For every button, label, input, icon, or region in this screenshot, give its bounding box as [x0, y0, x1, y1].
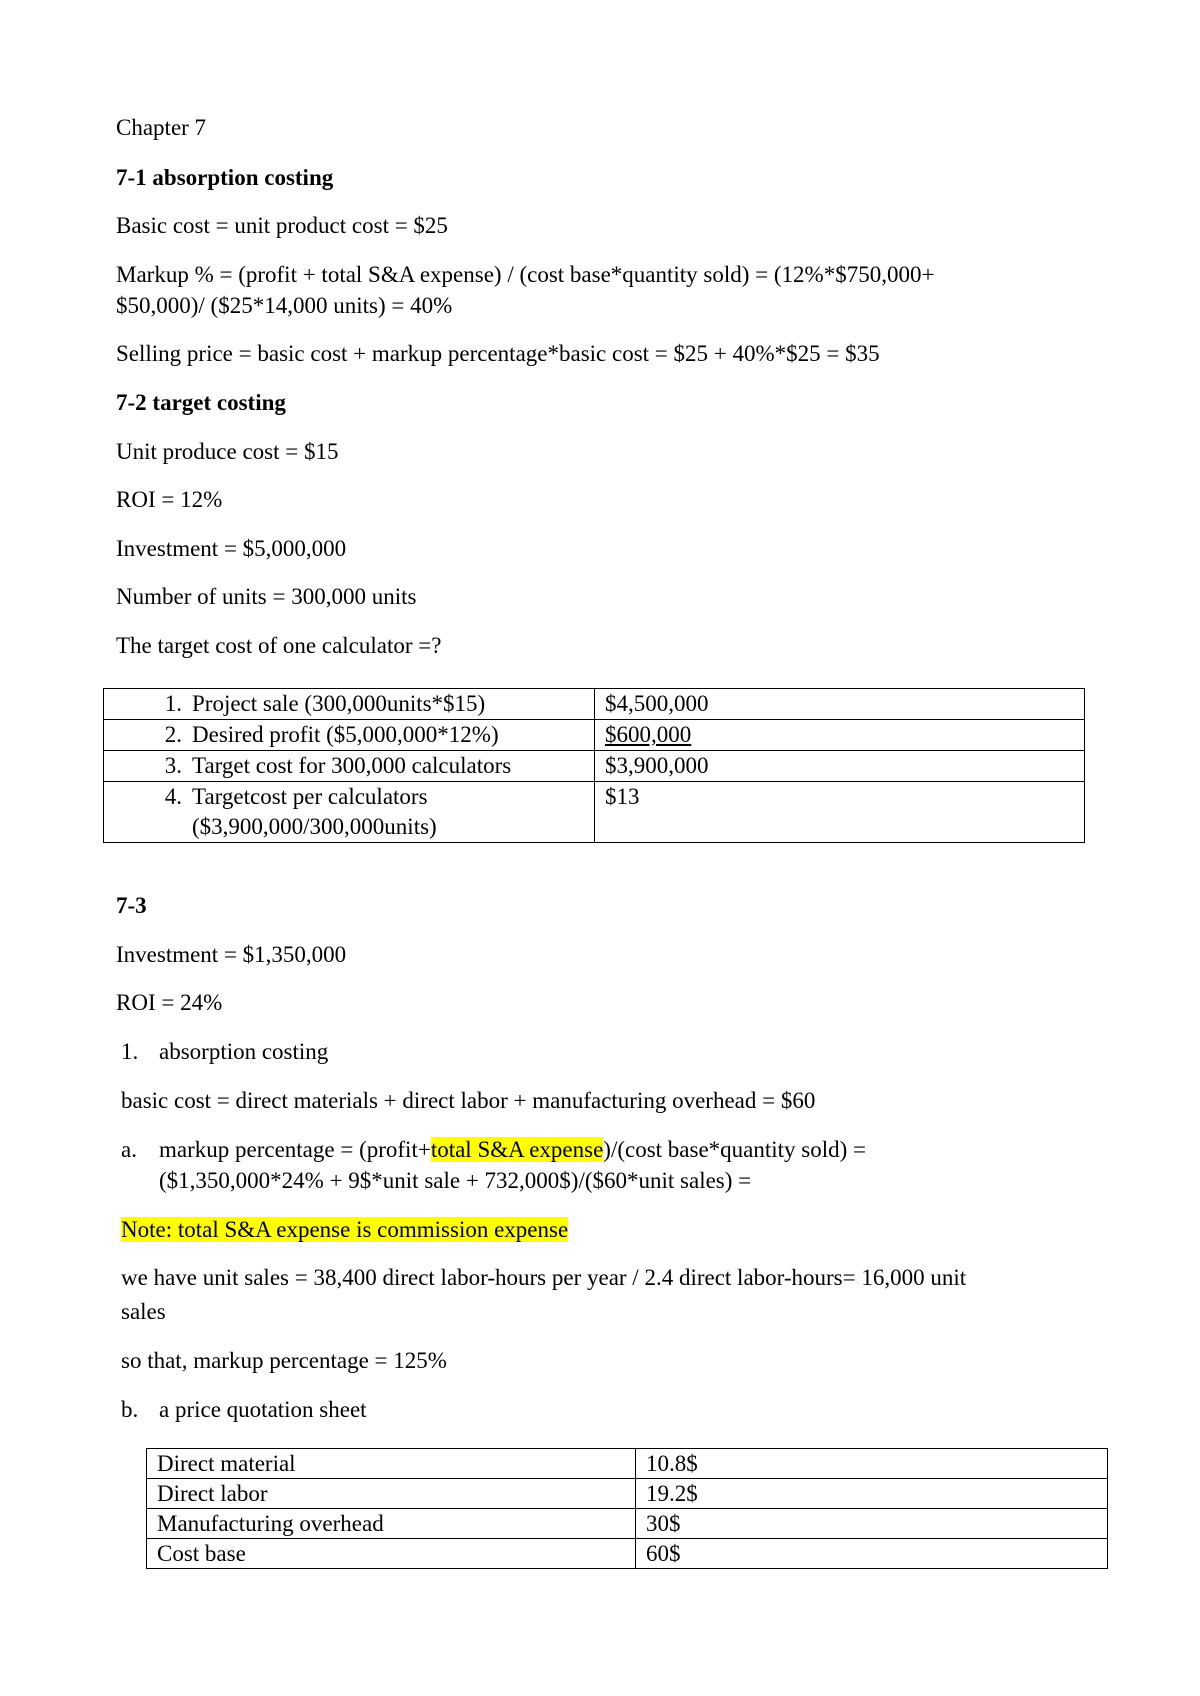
list-letter-a: a.: [121, 1137, 137, 1162]
table-row: [147, 1539, 1108, 1569]
row-value: $4,500,000: [595, 689, 1085, 720]
section-7-3-heading: 7-3: [116, 893, 147, 918]
row-label: Manufacturing overhead: [147, 1509, 636, 1539]
target-costing-table: [103, 688, 1085, 843]
markup-line-1: Markup % = (profit + total S&A expense) / (cost base*quantity sold) = (12%*$750,000+: [116, 262, 935, 287]
roi-7-3: ROI = 24%: [116, 990, 223, 1015]
row-number: 1.: [164, 691, 182, 716]
selling-price-line: Selling price = basic cost + markup percentage*basic cost = $25 + 40%*$25 = $35: [116, 341, 880, 366]
units-line: Number of units = 300,000 units: [116, 584, 417, 609]
row-label: Direct labor: [147, 1479, 636, 1509]
basic-cost-line: Basic cost = unit product cost = $25: [116, 213, 448, 238]
markup-formula-text: markup percentage = (profit+: [159, 1137, 431, 1162]
investment-7-3: Investment = $1,350,000: [116, 942, 347, 967]
row-label: Direct material: [147, 1449, 636, 1479]
price-quotation-label: a price quotation sheet: [159, 1397, 367, 1422]
section-7-2-heading: 7-2 target costing: [116, 390, 286, 415]
investment-line: Investment = $5,000,000: [116, 536, 347, 561]
roi-line: ROI = 12%: [116, 487, 223, 512]
row-number: 4.: [164, 784, 182, 809]
markup-formula-line-1: [159, 1134, 866, 1166]
chapter-title: Chapter 7: [116, 115, 207, 140]
row-value: $13: [595, 782, 1085, 843]
target-cost-question: The target cost of one calculator =?: [116, 633, 442, 658]
markup-line-2: $50,000)/ ($25*14,000 units) = 40%: [116, 293, 453, 318]
basic-cost-7-3: basic cost = direct materials + direct labor + manufacturing overhead = $60: [121, 1088, 816, 1113]
markup-formula-text-end: )/(cost base*quantity sold) =: [603, 1137, 867, 1162]
markup-result: so that, markup percentage = 125%: [121, 1348, 447, 1373]
row-label: Cost base: [147, 1539, 636, 1569]
table-row: [104, 782, 1085, 843]
row-value: 60$: [636, 1539, 1108, 1569]
row-label: Target cost for 300,000 calculators: [192, 753, 512, 778]
highlighted-note: Note: total S&A expense is commission expense: [121, 1217, 569, 1242]
table-row: [147, 1449, 1108, 1479]
list-letter-b: b.: [121, 1397, 139, 1422]
unit-produce-cost: Unit produce cost = $15: [116, 439, 339, 464]
row-label: Targetcost per calculators: [192, 784, 428, 809]
price-quotation-table: [146, 1448, 1108, 1569]
row-label: Project sale (300,000units*$15): [192, 691, 486, 716]
table-row: [104, 751, 1085, 782]
row-number: 3.: [164, 753, 182, 778]
table-row: [147, 1479, 1108, 1509]
table-row: [104, 720, 1085, 751]
unit-sales-line-1: we have unit sales = 38,400 direct labor-hours per year / 2.4 direct labor-hours= 16,000 unit: [121, 1265, 967, 1290]
table-row: [104, 689, 1085, 720]
section-7-1-heading: 7-1 absorption costing: [116, 165, 334, 190]
list-number: 1.: [121, 1039, 139, 1064]
row-label-continued: ($3,900,000/300,000units): [192, 814, 437, 839]
absorption-costing-item: absorption costing: [159, 1039, 329, 1064]
highlighted-text: total S&A expense: [430, 1137, 604, 1162]
markup-formula-line-2: ($1,350,000*24% + 9$*unit sale + 732,000$)/($60*unit sales) =: [159, 1168, 752, 1193]
row-value: 10.8$: [636, 1449, 1108, 1479]
table-row: [147, 1509, 1108, 1539]
note-line: [121, 1214, 568, 1246]
row-value: $3,900,000: [595, 751, 1085, 782]
row-value: 19.2$: [636, 1479, 1108, 1509]
row-label: Desired profit ($5,000,000*12%): [192, 722, 499, 747]
unit-sales-line-2: sales: [121, 1299, 166, 1324]
row-value: 30$: [636, 1509, 1108, 1539]
row-number: 2.: [164, 722, 182, 747]
row-value: $600,000: [605, 722, 692, 747]
